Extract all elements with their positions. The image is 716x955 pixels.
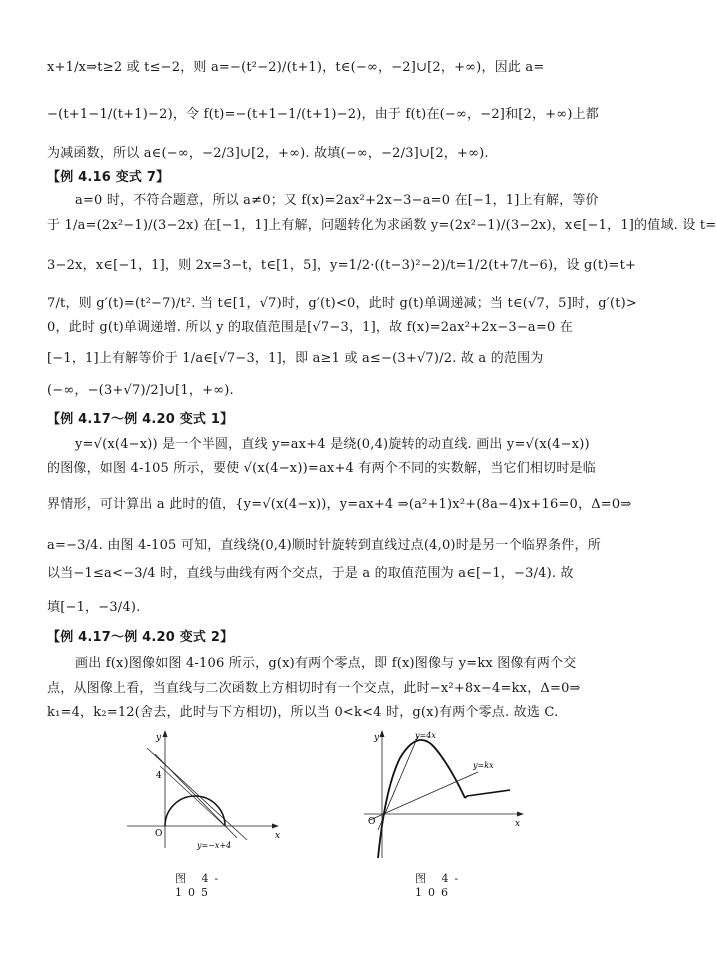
x-axis-arrow [272,824,279,829]
section-heading: 【例 4.16 变式 7】 [47,170,170,185]
text-line: 点，从图像上看，当直线与二次函数上方相切时有一个交点，此时−x²+8x−4=kx，Δ=0⇒ [47,681,581,696]
text-line: y=√(x(4−x)) 是一个半圆，直线 y=ax+4 是绕(0,4)旋转的动直线. 画出 y=√(x(4−x)) [75,437,590,452]
text-line: 界情形，可计算出 a 此时的值，{y=√(x(4−x))，y=ax+4 ⇒(a²+1)x²+(8a−4)x+16=0，Δ=0⇒ [47,497,632,512]
text-line: (−∞，−(3+√7)/2]∪[1，+∞). [47,383,234,398]
figure-4-105-graph [125,728,285,858]
x-axis-label: x [515,819,521,829]
text-line: −(t+1−1/(t+1)−2)，令 f(t)=−(t+1−1/(t+1)−2)，由于 f(t)在(−∞，−2]和[2，+∞)上都 [47,107,600,122]
drop-segment [465,796,467,798]
section-heading: 【例 4.17～例 4.20 变式 1】 [47,412,234,427]
y-axis-arrow [163,730,168,737]
text-line: k₁=4，k₂=12(舍去，此时与下方相切)，所以当 0<k<4 时，g(x)有两个零点. 故选 C. [47,705,559,720]
text-line: 的图像，如图 4-105 所示，要使 √(x(4−x))=ax+4 有两个不同的实数解，当它们相切时是临 [47,461,596,476]
y-axis-arrow [380,730,385,737]
right-segment [467,790,510,796]
figure-caption: 图 4-105 [175,872,225,899]
origin-label: O [155,829,163,839]
text-line: 7/t，则 g′(t)=(t²−7)/t². 当 t∈[1，√7)时，g′(t)<0，此时 g(t)单调递减；当 t∈(√7，5]时，g′(t)> [47,296,638,311]
label-y-4x: y=4x [415,731,436,740]
line-through-4-0 [160,766,225,826]
figure-4-105 [125,728,285,899]
origin-label: O [368,817,376,827]
label-y-kx: y=kx [473,761,494,770]
text-line: 于 1/a=(2x²−1)/(3−2x) 在[−1，1]上有解，问题转化为求函数 y=(2x²−1)/(3−2x)，x∈[−1，1]的值域. 设 t= [47,218,716,233]
section-heading: 【例 4.17～例 4.20 变式 2】 [47,630,234,645]
line-y-kx [370,772,478,820]
x-axis-arrow [517,812,524,817]
text-line: [−1，1]上有解等价于 1/a∈[√7−3，1]，即 a≥1 或 a≤−(3+√7)/2. 故 a 的范围为 [47,351,544,366]
figure-4-106-graph [360,728,530,863]
text-line: 0，此时 g(t)单调递增. 所以 y 的取值范围是[√7−3，1]，故 f(x)=2ax²+2x−3−a=0 在 [47,320,573,335]
text-line: a=−3/4. 由图 4-105 可知，直线绕(0,4)顺时针旋转到直线过点(4,0)时是另一个临界条件，所 [47,538,601,553]
text-line: 3−2x，x∈[−1，1]，则 2x=3−t，t∈[1，5]，y=1/2·((t−3)²−2)/t=1/2(t+7/t−6)，设 g(t)=t+ [47,258,637,273]
text-line: 为减函数，所以 a∈(−∞，−2/3]∪[2，+∞). 故填(−∞，−2/3]∪[2，+∞). [47,146,489,161]
text-line: a=0 时，不符合题意，所以 a≠0；又 f(x)=2ax²+2x−3−a=0 在[−1，1]上有解，等价 [75,193,599,208]
x-axis-label: x [275,831,281,841]
text-line: 以当−1≤a<−3/4 时，直线与曲线有两个交点，于是 a 的取值范围为 a∈[−1，−3/4). 故 [47,566,574,581]
figure-caption: 图 4-106 [415,872,465,899]
text-line: x+1/x⇒t≥2 或 t≤−2，则 a=−(t²−2)/(t+1)，t∈(−∞，−2]∪[2，+∞)，因此 a= [47,60,545,75]
line-label: y=−x+4 [197,841,232,850]
y-axis-label: y [374,733,380,743]
figure-4-106 [360,728,530,899]
line-y-4x [378,736,418,830]
y-tick-4: 4 [156,771,162,781]
text-line: 填[−1，−3/4). [47,600,141,615]
text-line: 画出 f(x)图像如图 4-106 所示，g(x)有两个零点，即 f(x)图像与 y=kx 图像有两个交 [75,656,577,671]
y-axis-label: y [156,733,162,743]
